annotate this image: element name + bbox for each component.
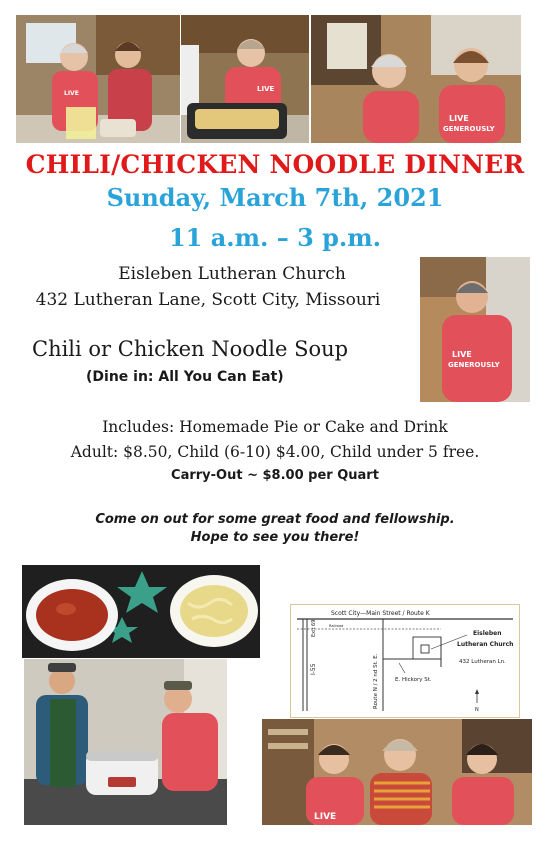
map-church-label-1: Eisleben [473, 630, 502, 637]
photo-volunteers-smiling [311, 15, 521, 143]
photo-volunteers-kitchen-1 [16, 15, 180, 143]
photo-volunteer-man [420, 257, 530, 402]
photo-three-volunteers [262, 719, 532, 825]
hope-line: Hope to see you there! [190, 530, 360, 545]
shirt-print-text: LIVE [64, 90, 79, 97]
shirt-print-text: LIVE [257, 85, 275, 93]
photo-chili-and-noodles [22, 565, 260, 658]
carry-out-line: Carry-Out ~ $8.00 per Quart [171, 468, 379, 483]
invitation-line: Come on out for some great food and fellowship. [95, 512, 455, 527]
price-line: Adult: $8.50, Child (6-10) $4.00, Child under 5 free. [70, 443, 480, 461]
map-church-address: 432 Lutheran Ln. [459, 659, 506, 665]
directions-map [290, 604, 520, 718]
map-railroad-label: Railroad [329, 624, 344, 628]
map-church-label-2: Lutheran Church [457, 641, 514, 648]
map-route-n-label: Route N / 2 nd St. E. [373, 653, 379, 709]
event-date: Sunday, March 7th, 2021 [106, 183, 444, 212]
menu-line: Chili or Chicken Noodle Soup [32, 337, 349, 361]
map-hickory-label: E. Hickory St. [395, 677, 432, 683]
church-address: 432 Lutheran Lane, Scott City, Missouri [35, 290, 381, 310]
shirt-print-text: LIVE [314, 812, 337, 822]
shirt-print-line2: GENEROUSLY [448, 361, 500, 369]
map-interstate-label: I-55 [310, 663, 317, 675]
north-arrow-icon [475, 689, 479, 694]
event-title: CHILI/CHICKEN NOODLE DINNER [25, 150, 525, 179]
map-north-label: N [475, 707, 479, 713]
shirt-print-line2: GENEROUSLY [443, 125, 495, 133]
photo-volunteers-kitchen-2 [181, 15, 309, 143]
includes-line: Includes: Homemade Pie or Cake and Drink [102, 418, 448, 436]
map-main-street-label: Scott City—Main Street / Route K [331, 610, 430, 617]
event-time: 11 a.m. – 3 p.m. [168, 223, 382, 252]
shirt-print-line1: LIVE [449, 114, 469, 123]
map-exit-label: Exit 69 [311, 619, 317, 637]
photo-volunteers-roaster [24, 659, 227, 825]
shirt-print-line1: LIVE [452, 350, 472, 359]
dine-in-note: (Dine in: All You Can Eat) [86, 369, 284, 385]
church-name: Eisleben Lutheran Church [118, 264, 346, 284]
